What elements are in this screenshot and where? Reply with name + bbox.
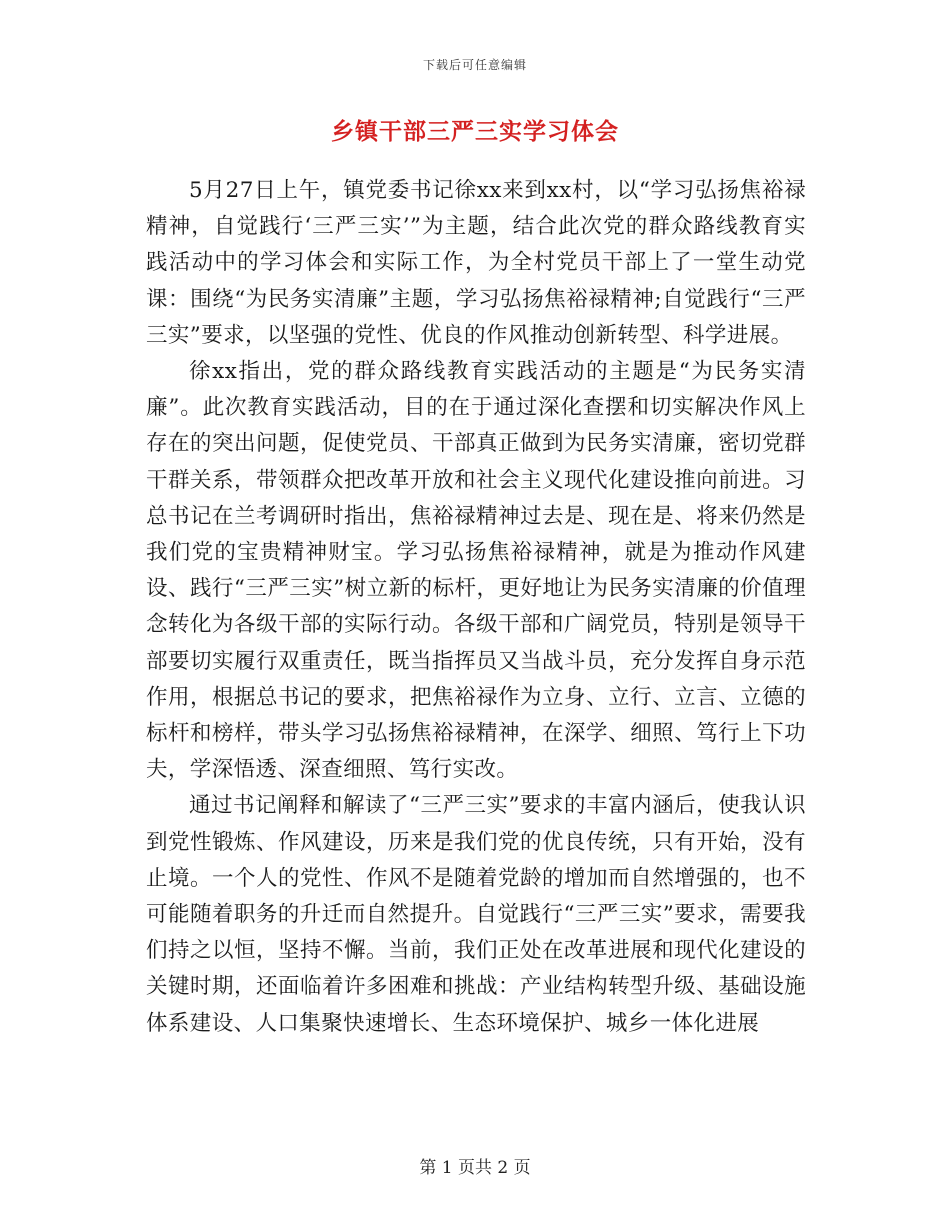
body-paragraph-3: 通过书记阐释和解读了“三严三实”要求的丰富内涵后，使我认识到党性锻炼、作风建设，历来是我们党的优良传统，只有开始，没有止境。一个人的党性、作风不是随着党龄的增加而自然增强的，也不可能随着职务的升迁而自然提升。自觉践行“三严三实”要求，需要我们持之以恒，坚持不懈。当前，我们正处在改革进展和现代化建设的关键时期，还面临着许多困难和挑战：产业结构转型升级、基础设施体系建设、人口集聚快速增长、生态环境保护、城乡一体化进展 xyxy=(146,793,806,1036)
body-paragraph-1: 5月27日上午，镇党委书记徐xx来到xx村，以“学习弘扬焦裕禄精神，自觉践行‘三严三实’”为主题，结合此次党的群众路线教育实践活动中的学习体会和实际工作，为全村党员干部上了一堂生动党课：围绕“为民务实清廉”主题，学习弘扬焦裕禄精神;自觉践行“三严三实”要求，以坚强的党性、优良的作风推动创新转型、科学进展。 xyxy=(146,178,806,348)
document-title: 乡镇干部三严三实学习体会 xyxy=(331,118,619,145)
document-body xyxy=(146,173,806,1042)
body-paragraph-2: 徐xx指出，党的群众路线教育实践活动的主题是“为民务实清廉”。此次教育实践活动，目的在于通过深化查摆和切实解决作风上存在的突出问题，促使党员、干部真正做到为民务实清廉，密切党群干群关系，带领群众把改革开放和社会主义现代化建设推向前进。习总书记在兰考调研时指出，焦裕禄精神过去是、现在是、将来仍然是我们党的宝贵精神财宝。学习弘扬焦裕禄精神，就是为推动作风建设、践行“三严三实”树立新的标杆，更好地让为民务实清廉的价值理念转化为各级干部的实际行动。各级干部和广阔党员，特别是领导干部要切实履行双重责任，既当指挥员又当战斗员，充分发挥自身示范作用，根据总书记的要求，把焦裕禄作为立身、立行、立言、立德的标杆和榜样，带头学习弘扬焦裕禄精神，在深学、细照、笃行上下功夫，学深悟透、深查细照、笃行实改。 xyxy=(146,359,806,783)
page-number: 第 1 页共 2 页 xyxy=(419,1158,531,1178)
page-header-note: 下载后可任意编辑 xyxy=(422,58,527,72)
